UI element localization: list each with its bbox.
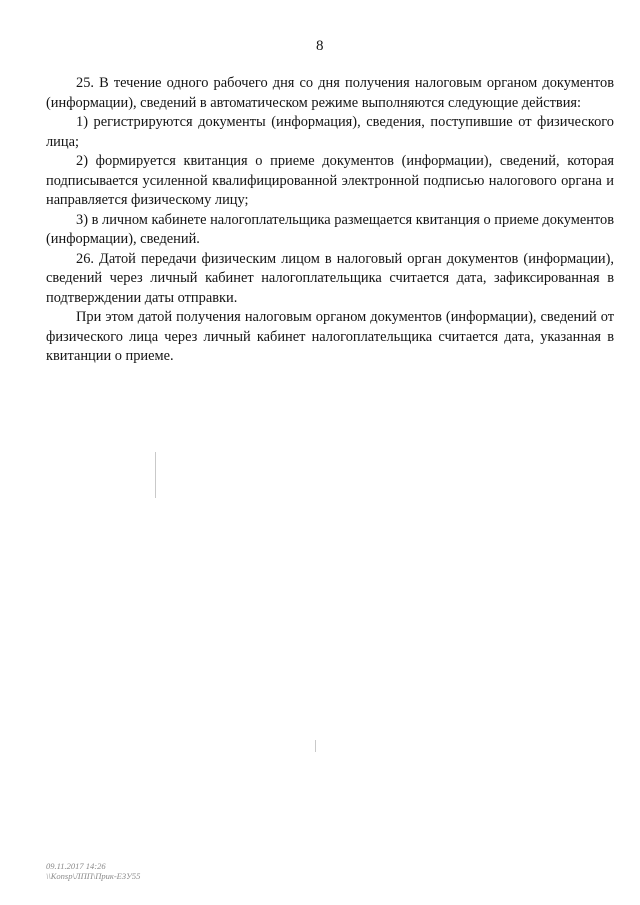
paragraph-26: 26. Датой передачи физическим лицом в налоговый орган документов (информации), сведений через личный кабинет налогоплательщика считается дата, зафиксированная в подтверждении даты отправки. xyxy=(46,250,614,306)
paragraph-25-item-3: 3) в личном кабинете налогоплательщика размещается квитанция о приеме документов (информации), сведений. xyxy=(46,211,614,247)
scan-speck xyxy=(315,740,316,752)
document-body xyxy=(46,74,614,367)
document-footer xyxy=(46,861,140,881)
footer-timestamp: 09.11.2017 14:26 xyxy=(46,861,106,871)
scan-speck xyxy=(155,452,156,498)
paragraph-26-continuation: При этом датой получения налоговым органом документов (информации), сведений от физического лица через личный кабинет налогоплательщика считается дата, указанная в квитанции о приеме. xyxy=(46,309,614,364)
paragraph-25-item-1: 1) регистрируются документы (информация), сведения, поступившие от физического лица; xyxy=(46,114,614,150)
page-number: 8 xyxy=(316,38,324,54)
paragraph-25-item-2: 2) формируется квитанция о приеме документов (информации), сведений, которая подписывается усиленной квалифицированной электронной подписью налогового органа и направляется физическому лицу; xyxy=(46,153,614,208)
paragraph-25: 25. В течение одного рабочего дня со дня получения налоговым органом документов (информации), сведений в автоматическом режиме выполняются следующие действия: xyxy=(46,75,614,111)
footer-file-path: \\Konsp\ЛПП\Прик-Е3У55 xyxy=(46,871,141,881)
